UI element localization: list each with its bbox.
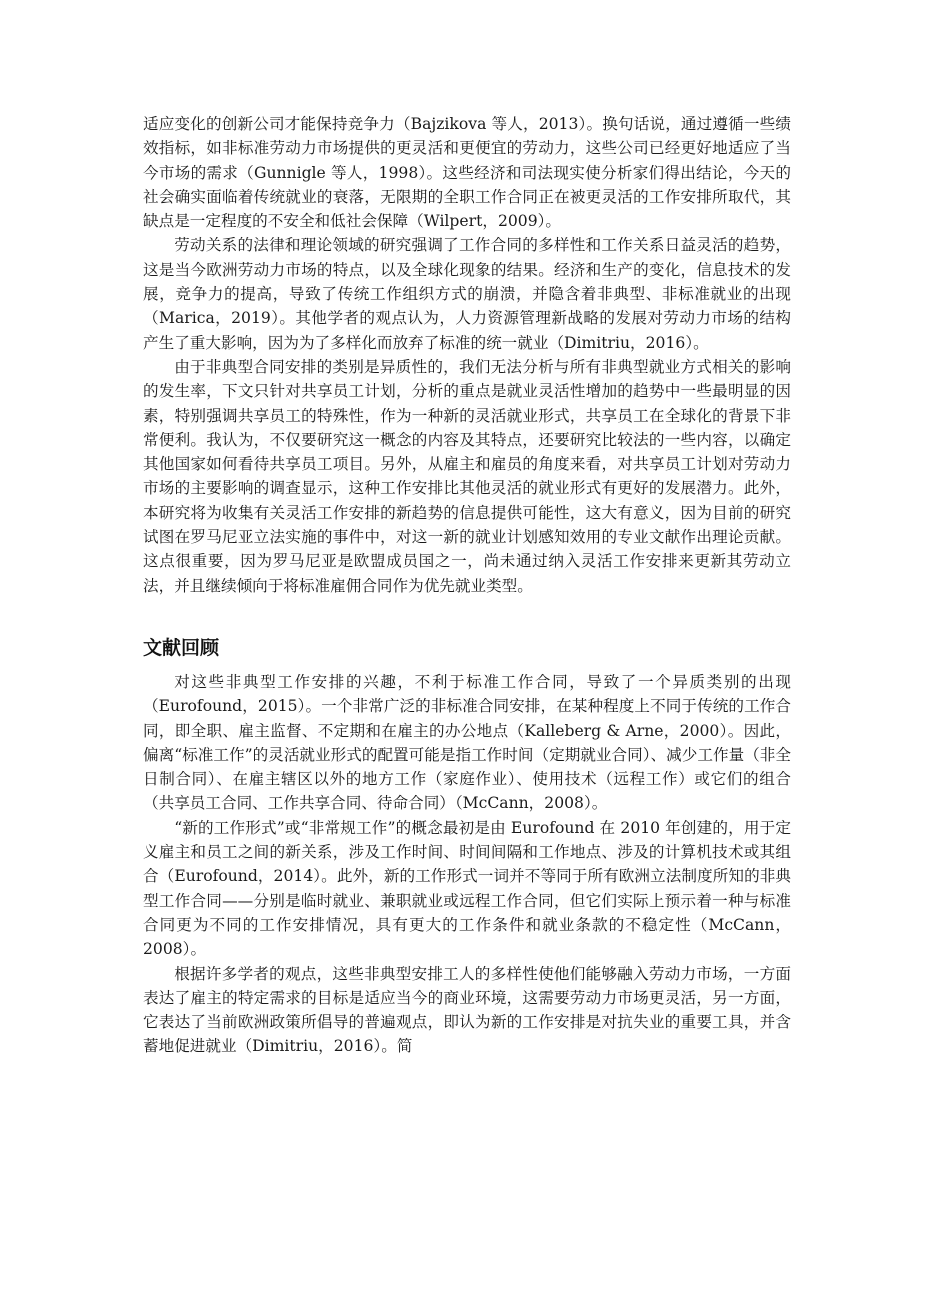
intro-paragraph-3: 由于非典型合同安排的类别是异质性的，我们无法分析与所有非典型就业方式相关的影响的发生率，下文只针对共享员工计划，分析的重点是就业灵活性增加的趋势中一些最明显的因素，特别强调共享员工的特殊性，作为一种新的灵活就业形式，共享员工在全球化的背景下非常便利。我认为，不仅要研究这一概念的内容及其特点，还要研究比较法的一些内容，以确定其他国家如何看待共享员工项目。另外，从雇主和雇员的角度来看，对共享员工计划对劳动力市场的主要影响的调查显示，这种工作安排比其他灵活的就业形式有更好的发展潜力。此外，本研究将为收集有关灵活工作安排的新趋势的信息提供可能性，这大有意义，因为目前的研究试图在罗马尼亚立法实施的事件中，对这一新的就业计划感知效用的专业文献作出理论贡献。这点很重要，因为罗马尼亚是欧盟成员国之一，尚未通过纳入灵活工作安排来更新其劳动立法，并且继续倾向于将标准雇佣合同作为优先就业类型。 xyxy=(143,357,791,595)
review-paragraph-1: 对这些非典型工作安排的兴趣，不利于标准工作合同，导致了一个异质类别的出现（Eurofound，2015）。一个非常广泛的非标准合同安排，在某种程度上不同于传统的工作合同，即全职、雇主监督、不定期和在雇主的办公地点（Kalleberg & Arne，2000）。因此，偏离“标准工作”的灵活就业形式的配置可能是指工作时间（定期就业合同）、减少工作量（非全日制合同）、在雇主辖区以外的地方工作（家庭作业）、使用技术（远程工作）或它们的组合（共享员工合同、工作共享合同、待命合同）（McCann，2008）。 xyxy=(143,672,791,813)
review-paragraph-2: “新的工作形式”或“非常规工作”的概念最初是由 Eurofound 在 2010 年创建的，用于定义雇主和员工之间的新关系，涉及工作时间、时间间隔和工作地点、涉及的计算机技术或其组合（Eurofound，2014）。此外，新的工作形式一词并不等同于所有欧洲立法制度所知的非典型工作合同——分别是临时就业、兼职就业或远程工作合同，但它们实际上预示着一种与标准合同更为不同的工作安排情况，具有更大的工作条件和就业条款的不稳定性（McCann，2008）。 xyxy=(143,818,791,959)
intro-paragraph-2: 劳动关系的法律和理论领域的研究强调了工作合同的多样性和工作关系日益灵活的趋势，这是当今欧洲劳动力市场的特点，以及全球化现象的结果。经济和生产的变化，信息技术的发展，竞争力的提高，导致了传统工作组织方式的崩溃，并隐含着非典型、非标准就业的出现（Marica，2019）。其他学者的观点认为，人力资源管理新战略的发展对劳动力市场的结构产生了重大影响，因为为了多样化而放弃了标准的统一就业（Dimitriu，2016）。 xyxy=(143,236,791,352)
document-body xyxy=(143,112,791,1059)
review-paragraph-3: 根据许多学者的观点，这些非典型安排工人的多样性使他们能够融入劳动力市场，一方面表达了雇主的特定需求的目标是适应当今的商业环境，这需要劳动力市场更灵活，另一方面，它表达了当前欧洲政策所倡导的普遍观点，即认为新的工作安排是对抗失业的重要工具，并含蓄地促进就业（Dimitriu，2016）。简 xyxy=(143,964,791,1056)
intro-paragraph-1: 适应变化的创新公司才能保持竞争力（Bajzikova 等人，2013）。换句话说，通过遵循一些绩效指标，如非标准劳动力市场提供的更灵活和更便宜的劳动力，这些公司已经更好地适应了当今市场的需求（Gunnigle 等人，1998）。这些经济和司法现实使分析家们得出结论，今天的社会确实面临着传统就业的衰落，无限期的全职工作合同正在被更灵活的工作安排所取代，其缺点是一定程度的不安全和低社会保障（Wilpert，2009）。 xyxy=(143,115,791,231)
section-heading: 文献回顾 xyxy=(143,636,220,659)
